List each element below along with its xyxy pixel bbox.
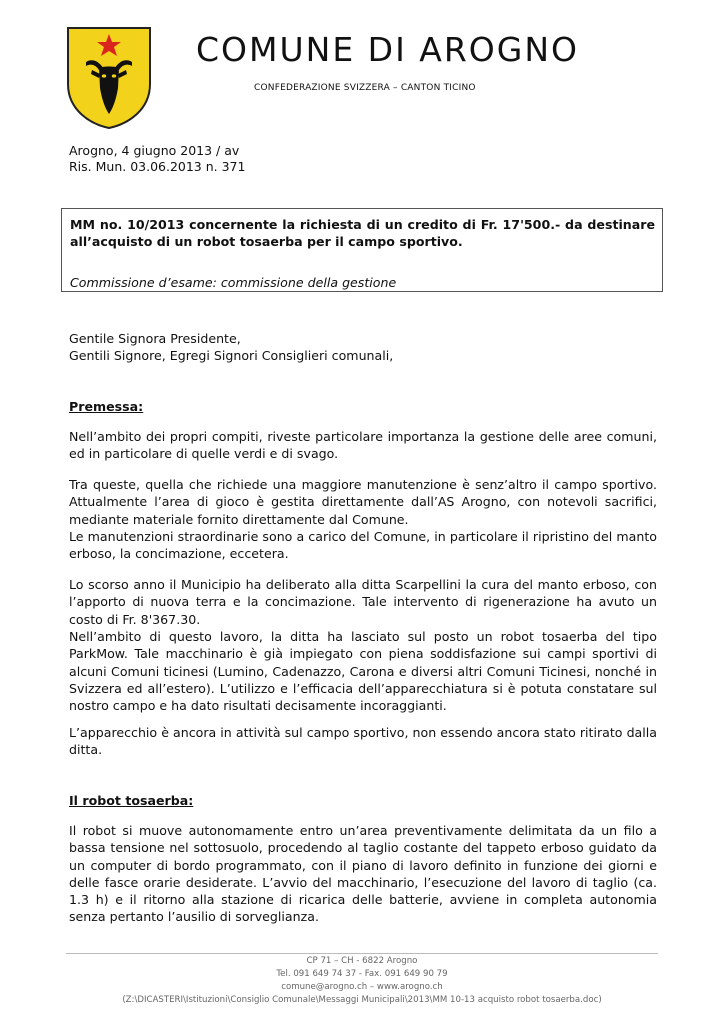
premessa-paragraph-2: Tra queste, quella che richiede una maggiore manutenzione è senz’altro il campo sportivo. Attualmente l’area di gioco è gestita direttamente dall’AS Arogno, con notevoli sacrifici, mediante materiale fornito direttamente dal Comune. (69, 477, 657, 527)
premessa-paragraph-3: Le manutenzioni straordinarie sono a carico del Comune, in particolare il ripristino del manto erboso, la concimazione, eccetera. (69, 529, 657, 562)
municipality-title: COMUNE DI AROGNO (196, 30, 580, 69)
premessa-heading: Premessa: (69, 399, 144, 414)
commission-text: Commissione d’esame: commissione della gestione (70, 275, 397, 290)
reference-block (69, 143, 245, 175)
salutation-line-1: Gentile Signora Presidente, (69, 331, 241, 346)
subject-box (61, 208, 663, 292)
premessa-paragraph-4: Lo scorso anno il Municipio ha deliberato alla ditta Scarpellini la cura del manto erboso, con l’apporto di nuova terra e la concimazione. Tale intervento di rigenerazione ha avuto un costo di Fr. 8'367.30. (69, 577, 657, 627)
premessa-paragraph-1: Nell’ambito dei propri compiti, riveste particolare importanza la gestione delle aree comuni, ed in particolare di quelle verdi e di svago. (69, 429, 657, 462)
subject-text: MM no. 10/2013 concernente la richiesta di un credito di Fr. 17'500.- da destinare all’acquisto di un robot tosaerba per il campo sportivo. (70, 217, 655, 249)
premessa-paragraph-5: Nell’ambito di questo lavoro, la ditta ha lasciato sul posto un robot tosaerba del tipo ParkMow. Tale macchinario è già impiegato con piena soddisfazione sui campi sportivi di alcuni Comuni ticinesi (Lumino, Cadenazzo, Carona e diversi altri Comuni Ticinesi, nonché in Svizzera ed all’estero). L’utilizzo e l’efficacia dell’apparecchiatura si è potuta constatare sul nostro campo e ha dato risultati decisamente incoraggianti. (69, 629, 657, 714)
salutation-line-2: Gentili Signore, Egregi Signori Consiglieri comunali, (69, 348, 394, 363)
footer-file-path: (Z:\DICASTERI\Istituzioni\Consiglio Comunale\Messaggi Municipali\2013\MM 10-13 acquisto robot tosaerba.doc) (122, 995, 602, 1005)
footer-address: CP 71 – CH - 6822 Arogno (306, 956, 418, 966)
footer-web: comune@arogno.ch – www.arogno.ch (281, 982, 443, 992)
footer-divider (66, 953, 658, 954)
robot-paragraph-1: Il robot si muove autonomamente entro un’area preventivamente delimitata da un filo a bassa tensione nel sottosuolo, procedendo al taglio costante del tappeto erboso guidato da un computer di bordo programmato, con il piano di lavoro definito in funzione dei giorni e delle fasce orarie desiderate. L’avvio del macchinario, l’esecuzione del lavoro di taglio (ca. 1.3 h) e il ritorno alla stazione di ricarica delle batterie, avviene in completa autonomia senza pertanto l’ausilio di sorveglianza. (69, 823, 657, 925)
municipal-crest-logo (66, 26, 152, 130)
date-line: Arogno, 4 giugno 2013 / av (69, 143, 240, 158)
resolution-line: Ris. Mun. 03.06.2013 n. 371 (69, 159, 246, 174)
robot-heading: Il robot tosaerba: (69, 793, 194, 808)
municipality-subtitle: CONFEDERAZIONE SVIZZERA – CANTON TICINO (254, 83, 476, 93)
footer-phone: Tel. 091 649 74 37 - Fax. 091 649 90 79 (276, 969, 448, 979)
premessa-paragraph-6: L’apparecchio è ancora in attività sul campo sportivo, non essendo ancora stato ritirato dalla ditta. (69, 725, 657, 758)
